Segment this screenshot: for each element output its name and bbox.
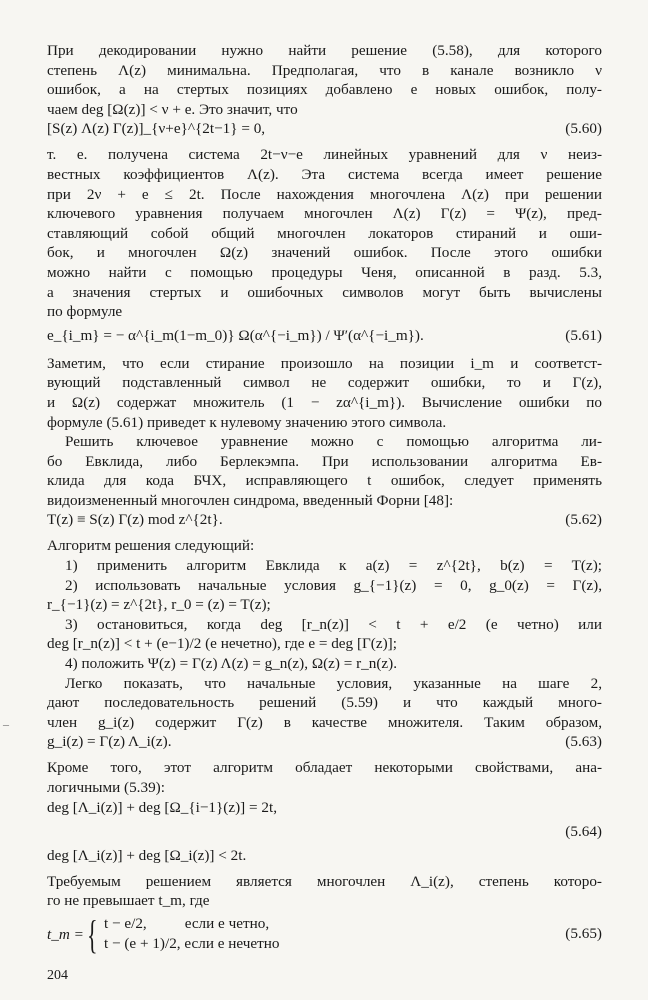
text-line: При декодировании нужно найти решение (5.58), для которого (47, 42, 602, 59)
algorithm-block (47, 536, 602, 673)
text-line: степень Λ(z) минимальна. Предполагая, что в канале возникло ν (47, 61, 602, 79)
equation-label: t_m = (47, 925, 84, 943)
paragraph-euclid (47, 432, 602, 510)
equation-number: (5.61) (565, 326, 602, 344)
text-line: бок, и многочлен Ω(z) значений ошибок. После этого ошибки (47, 244, 602, 262)
text-line: клида для кода БЧХ, исправляющего t ошибок, следует применять (47, 472, 602, 490)
equation-5-61 (47, 326, 602, 346)
text-line: Заметим, что если стирание произошло на позиции i_m и соответст- (47, 354, 602, 372)
text-line: Легко показать, что начальные условия, указанные на шаге 2, (65, 674, 602, 692)
text-line: Требуемым решением является многочлен Λ_i(z), степень которо- (47, 872, 602, 890)
text-line: ошибок, а на стертых позициях добавлено e новых ошибок, полу- (47, 81, 602, 99)
algorithm-step: 1) применить алгоритм Евклида к a(z) = z^{2t}, b(z) = T(z); (65, 557, 602, 575)
equation-5-64-line1 (47, 798, 602, 818)
algorithm-step: 3) остановиться, когда deg [r_n(z)] < t + e/2 (e четно) или (65, 615, 602, 633)
equation-5-64-number-row (47, 822, 602, 842)
paragraph-remark (47, 354, 602, 432)
text-line: вующий подставленный символ не содержит ошибки, то и Γ(z), (47, 374, 602, 392)
equation-number: (5.65) (565, 924, 602, 942)
text-line: а значения стертых и ошибочных символов могут быть вычислены (47, 283, 602, 301)
margin-mark: – (3, 717, 9, 731)
text-line: чаем deg [Ω(z)] < ν + e. Это значит, что (47, 100, 298, 118)
text-line: бо Евклида, либо Берлекэмпа. При использовании алгоритма Ев- (47, 452, 602, 470)
text-line: дают последовательность решений (5.59) и что каждый много- (47, 694, 602, 712)
algorithm-step: deg [r_n(z)] < t + (e−1)/2 (e нечетно), где e = deg [Γ(z)]; (47, 635, 397, 653)
equation-formula: e_{i_m} = − α^{i_m(1−m_0)} Ω(α^{−i_m}) / Ψ′(α^{−i_m}). (47, 326, 424, 344)
book-page (47, 41, 602, 985)
case-line: t − (e + 1)/2, если e нечетно (104, 934, 280, 952)
paragraph-easy (47, 674, 602, 733)
text-line: ставляющий собой общий многочлен локаторов стираний и оши- (47, 224, 602, 242)
text-line: Решить ключевое уравнение можно с помощью алгоритма ли- (65, 433, 602, 451)
text-line: ключевого уравнения получаем многочлен Λ(z) Γ(z) = Ψ(z), пред- (47, 205, 602, 223)
equation-5-62 (47, 510, 602, 530)
text-line: го не превышает t_m, где (47, 892, 210, 910)
algorithm-step: 4) положить Ψ(z) = Γ(z) Λ(z) = g_n(z), Ω(z) = r_n(z). (65, 655, 398, 673)
equation-5-65 (47, 911, 602, 957)
equation-5-63 (47, 732, 602, 752)
text-line: формуле (5.61) приведет к нулевому значению этого символа. (47, 413, 447, 431)
paragraph-required (47, 872, 602, 911)
equation-5-64-line2 (47, 846, 602, 866)
left-brace-icon: { (87, 911, 98, 957)
text-line: по формуле (47, 303, 123, 321)
text-line: вестных коэффициентов Λ(z). Эта система всегда имеет решение (47, 165, 602, 183)
text-line: т. е. получена система 2t−ν−e линейных уравнений для ν неиз- (47, 146, 602, 164)
equation-formula: deg [Λ_i(z)] + deg [Ω_i(z)] < 2t. (47, 846, 247, 864)
page-number: 204 (47, 967, 68, 983)
equation-formula: g_i(z) = Γ(z) Λ_i(z). (47, 733, 172, 751)
text-line: при 2ν + e ≤ 2t. После нахождения многочлена Λ(z) при решении (47, 185, 602, 203)
equation-formula: [S(z) Λ(z) Γ(z)]_{ν+e}^{2t−1} = 0, (47, 120, 266, 138)
equation-formula: deg [Λ_i(z)] + deg [Ω_{i−1}(z)] = 2t, (47, 798, 277, 816)
text-line: Кроме того, этот алгоритм обладает некоторыми свойствами, ана- (47, 759, 602, 777)
algorithm-step: 2) использовать начальные условия g_{−1}(z) = 0, g_0(z) = Γ(z), (65, 576, 602, 594)
text-line: можно найти с помощью процедуры Ченя, описанной в разд. 5.3, (47, 263, 602, 281)
equation-5-60 (47, 119, 602, 139)
case-line: t − e/2, если e четно, (104, 914, 270, 932)
equation-number: (5.60) (565, 120, 602, 138)
text-line: логичными (5.39): (47, 779, 165, 796)
equation-number: (5.64) (565, 822, 602, 840)
text-line: видоизмененный многочлен синдрома, введенный Форни [48]: (47, 491, 454, 509)
algorithm-step: r_{−1}(z) = z^{2t}, r_0 = (z) = T(z); (47, 596, 271, 614)
paragraph-properties (47, 758, 602, 797)
equation-number: (5.62) (565, 511, 602, 529)
algorithm-title: Алгоритм решения следующий: (47, 537, 255, 555)
equation-formula: T(z) ≡ S(z) Γ(z) mod z^{2t}. (47, 511, 223, 529)
text-line: член g_i(z) содержит Γ(z) в качестве множителя. Таким образом, (47, 713, 602, 731)
paragraph-intro (47, 41, 602, 119)
paragraph-system (47, 145, 602, 321)
equation-number: (5.63) (565, 733, 602, 751)
text-line: и Ω(z) содержат множитель (1 − zα^{i_m}). Вычисление ошибки по (47, 393, 602, 411)
